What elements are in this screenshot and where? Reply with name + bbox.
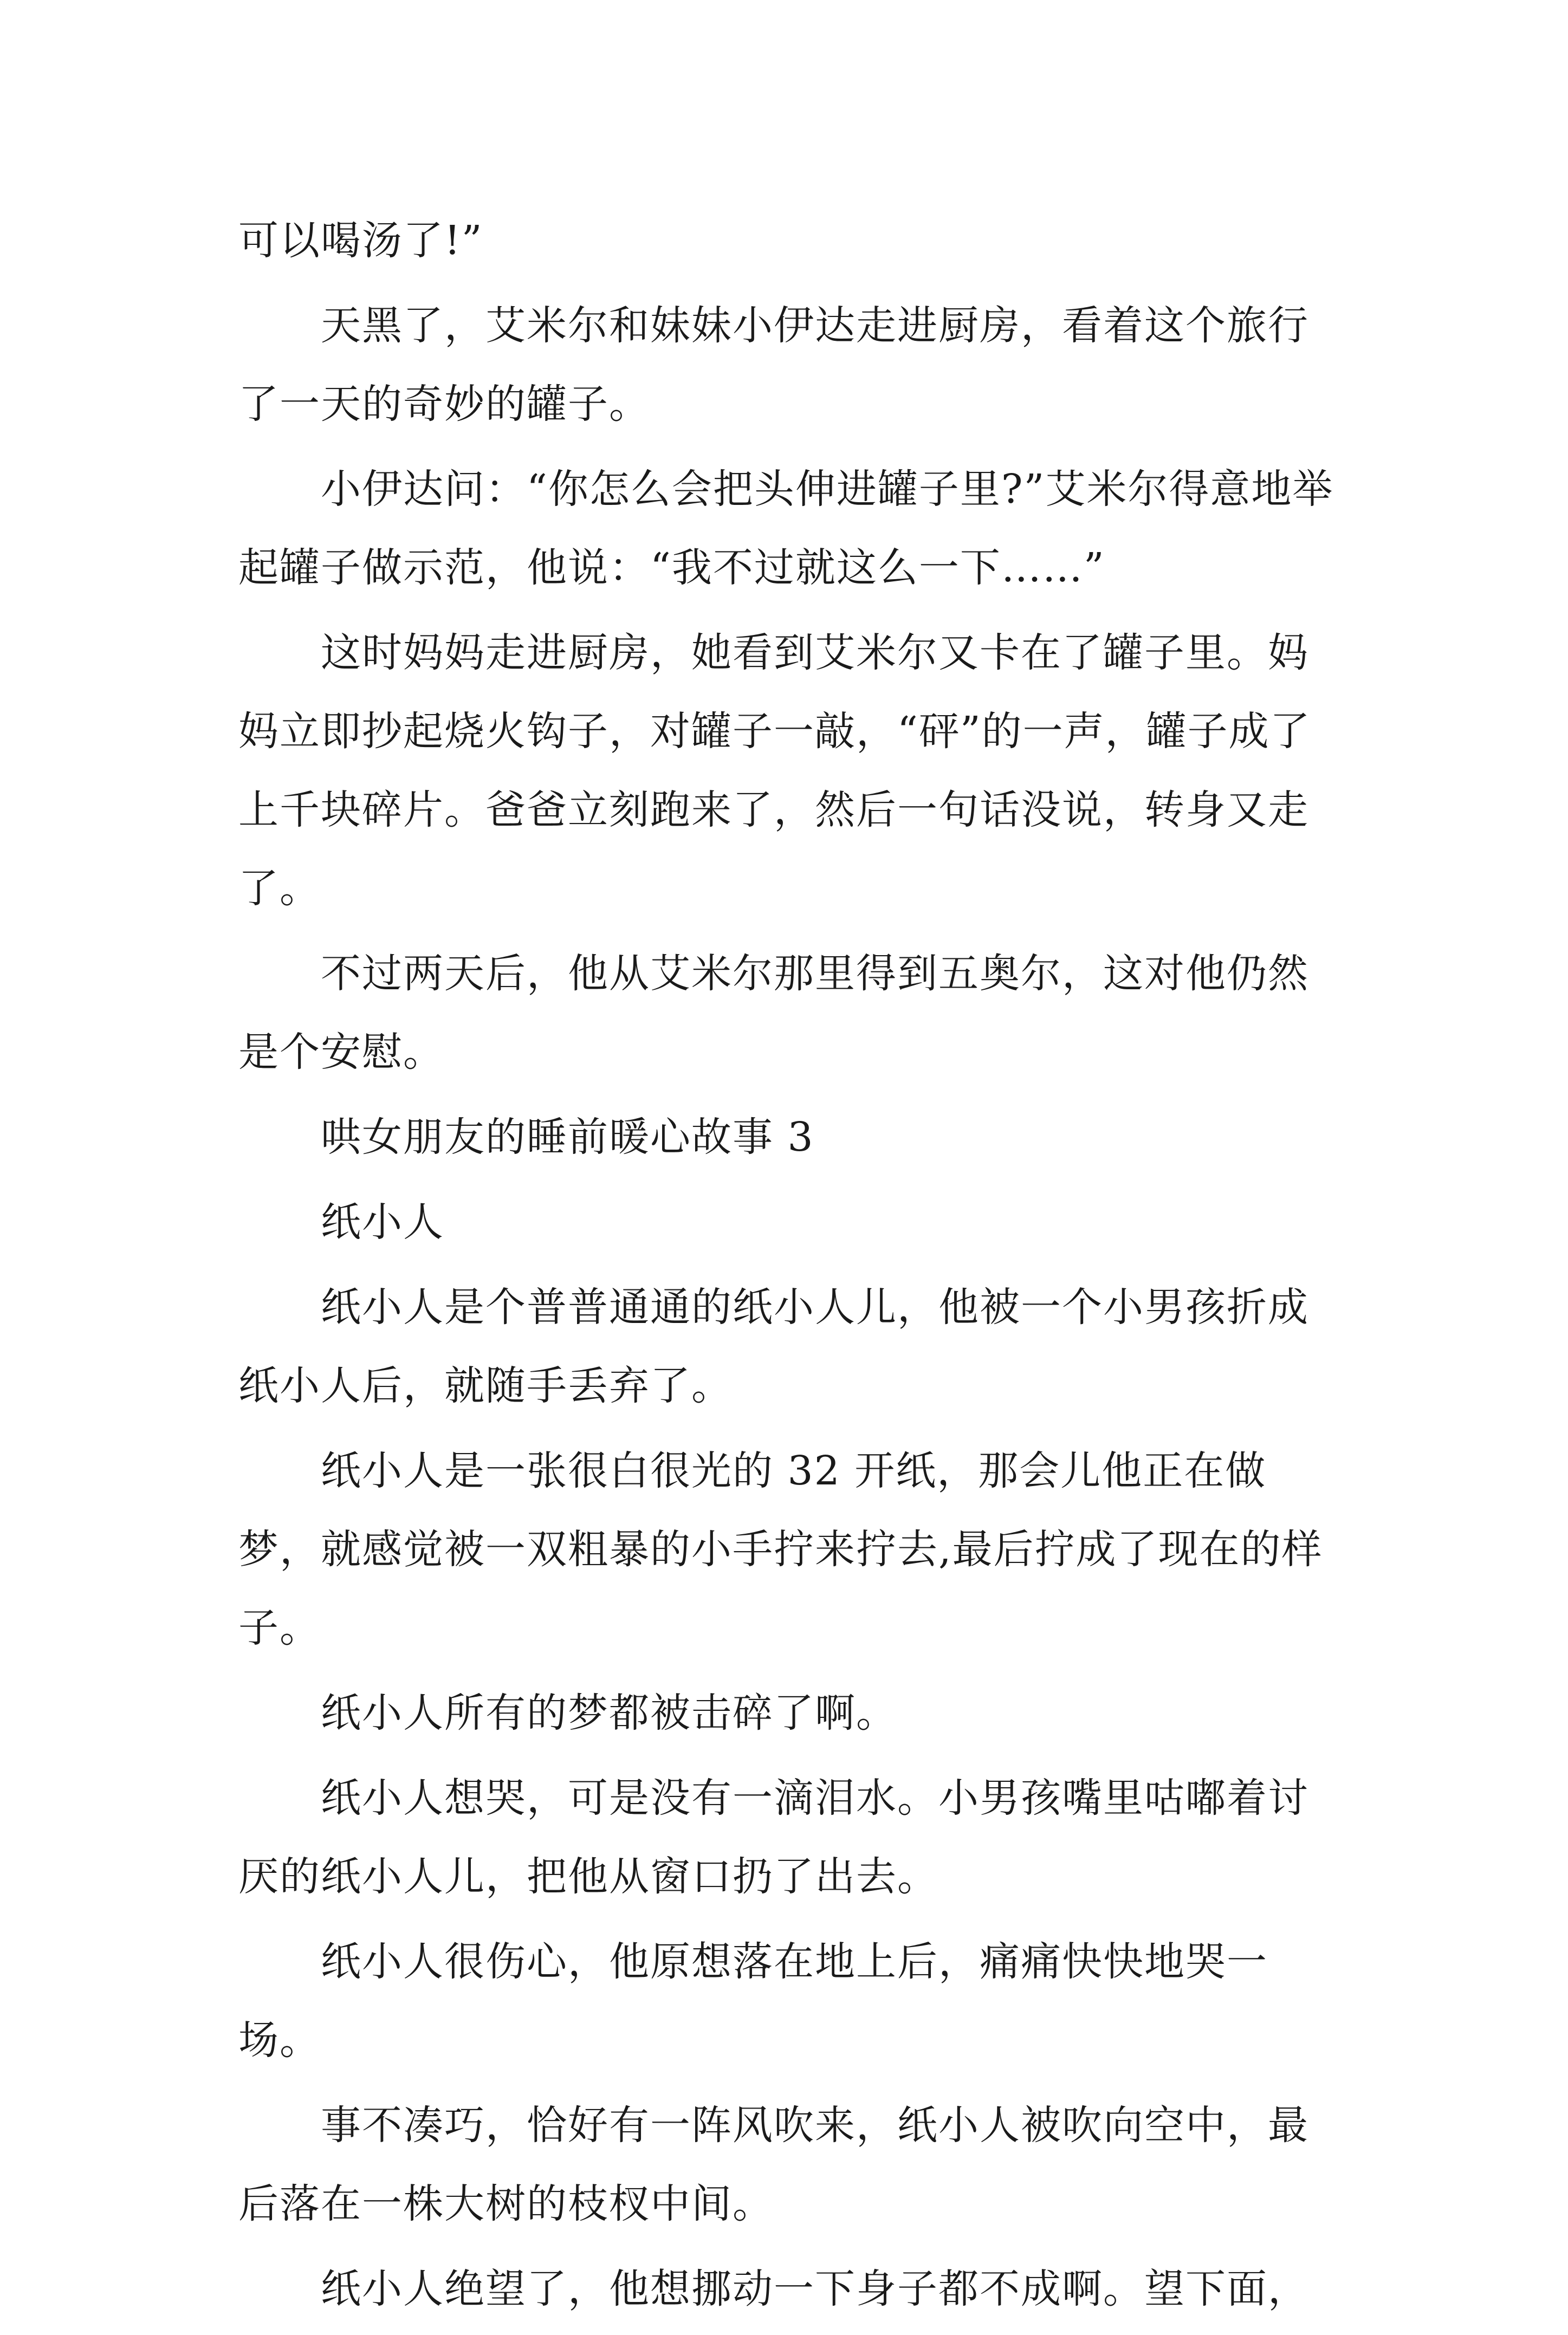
paragraph: 可以喝汤了!” <box>238 217 483 264</box>
paragraph: 纸小人所有的梦都被击碎了啊。 <box>321 1690 897 1736</box>
paragraph: 纸小人想哭，可是没有一滴泪水。小男孩嘴里咕嘟着讨厌的纸小人儿，把他从窗口扔了出去。 <box>238 1775 1309 1900</box>
paragraph: 纸小人很伤心，他原想落在地上后，痛痛快快地哭一场。 <box>238 1938 1268 2064</box>
paragraph: 小伊达问：“你怎么会把头伸进罐子里?”艾米尔得意地举起罐子做示范，他说：“我不过就这么一下……” <box>238 466 1334 591</box>
paragraph: 天黑了，艾米尔和妹妹小伊达走进厨房，看着这个旅行了一天的奇妙的罐子。 <box>238 302 1309 427</box>
paragraph: 纸小人是个普普通通的纸小人儿，他被一个小男孩折成纸小人后，就随手丢弃了。 <box>238 1284 1309 1409</box>
story-title: 纸小人 <box>321 1199 444 1246</box>
paragraph: 不过两天后，他从艾米尔那里得到五奥尔，这对他仍然是个安慰。 <box>238 950 1309 1075</box>
paragraph: 这时妈妈走进厨房，她看到艾米尔又卡在了罐子里。妈妈立即抄起烧火钩子，对罐子一敲，“砰”的一声，罐子成了上千块碎片。爸爸立刻跑来了，然后一句话没说，转身又走了。 <box>238 630 1311 912</box>
story-heading: 哄女朋友的睡前暖心故事 3 <box>321 1114 814 1160</box>
document-body <box>238 202 1338 2335</box>
paragraph: 纸小人是一张很白很光的 32 开纸，那会儿他正在做梦，就感觉被一双粗暴的小手拧来拧去,最后拧成了现在的样子。 <box>238 1448 1323 1651</box>
paragraph: 纸小人绝望了，他想挪动一下身子都不成啊。望下面， <box>321 2266 1309 2312</box>
paragraph: 事不凑巧，恰好有一阵风吹来，纸小人被吹向空中，最后落在一株大树的枝杈中间。 <box>238 2102 1309 2227</box>
